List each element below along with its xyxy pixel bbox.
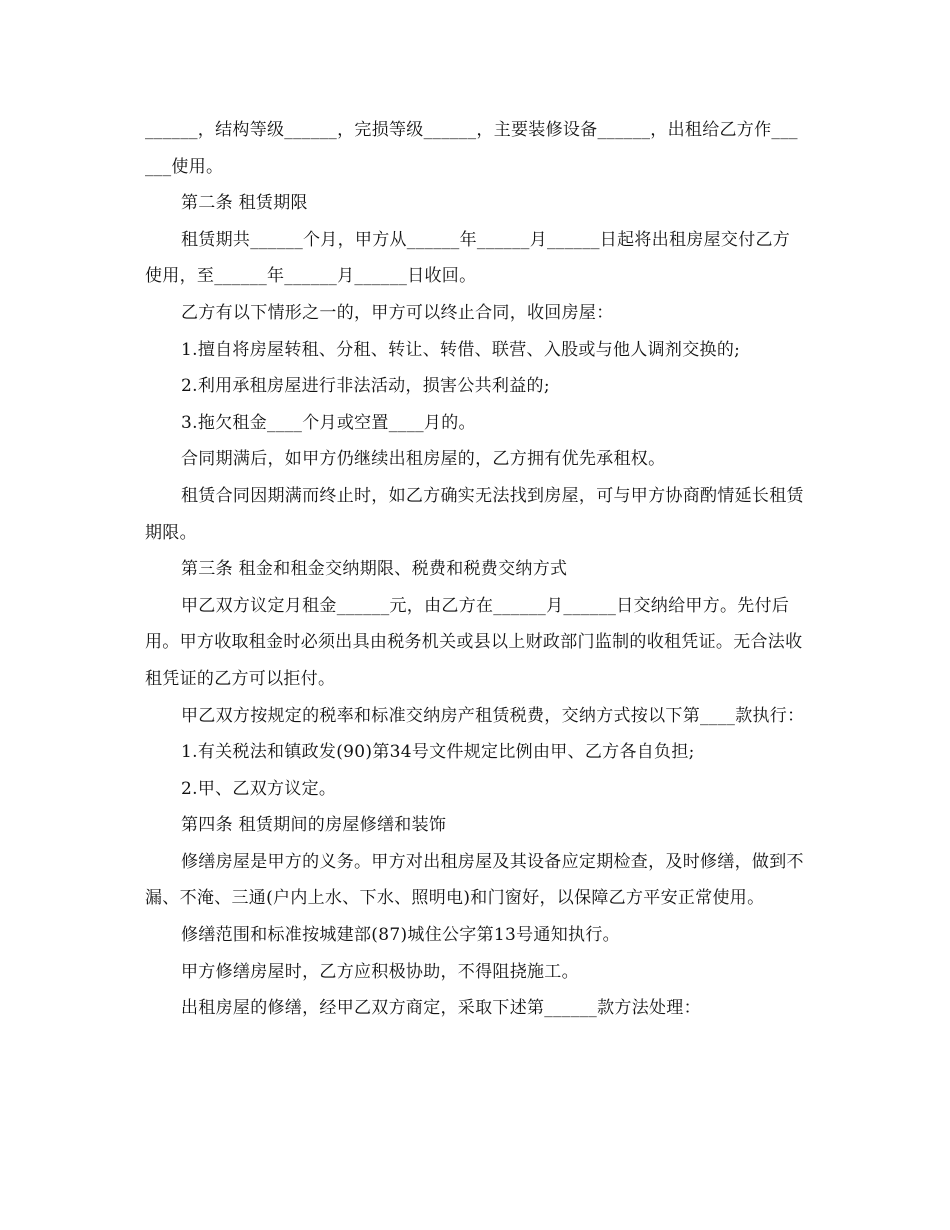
list-item-termination-3: 3.拖欠租金____个月或空置____月的。 [181,412,476,433]
paragraph-repair-method: 出租房屋的修缮，经甲乙双方商定，采取下述第______款方法处理： [181,998,701,1019]
list-item-termination-1: 1.擅自将房屋转租、分租、转让、转借、联营、入股或与他人调剂交换的; [181,339,741,360]
article-2-heading: 第二条 租赁期限 [181,193,308,214]
paragraph-termination-conditions: 乙方有以下情形之一的，甲方可以终止合同，收回房屋： [181,302,614,323]
article-3-heading: 第三条 租金和租金交纳期限、税费和税费交纳方式 [181,559,568,580]
paragraph-repair-duty: 修缮房屋是甲方的义务。甲方对出租房屋及其设备应定期检查，及时修缮，做到不漏、不淹、三通(户内上水、下水、照明电)和门窗好，以保障乙方平安正常使用。 [145,851,804,909]
list-item-tax-2: 2.甲、乙双方议定。 [181,778,337,799]
list-item-tax-1: 1.有关税法和镇政发(90)第34号文件规定比例由甲、乙方各自负担; [181,742,695,763]
paragraph-lease-extension: 租赁合同因期满而终止时，如乙方确实无法找到房屋，可与甲方协商酌情延长租赁期限。 [145,485,804,543]
paragraph-property-details: ______，结构等级______，完损等级______，主要装修设备______，出租给乙方作______使用。 [145,120,798,177]
document-body [145,112,805,1027]
paragraph-repair-cooperation: 甲方修缮房屋时，乙方应积极协助，不得阻挠施工。 [181,961,579,982]
paragraph-priority-right: 合同期满后，如甲方仍继续出租房屋的，乙方拥有优先承租权。 [181,449,666,470]
article-4-heading: 第四条 租赁期间的房屋修缮和装饰 [181,815,447,836]
paragraph-rent-payment: 甲乙双方议定月租金______元，由乙方在______月______日交纳给甲方。先付后用。甲方收取租金时必须出具由税务机关或县以上财政部门监制的收租凭证。无合法收租凭证的乙方可以拒付。 [145,595,803,689]
paragraph-lease-term: 租赁期共______个月，甲方从______年______月______日起将出租房屋交付乙方使用，至______年______月______日收回。 [145,229,791,287]
paragraph-repair-scope: 修缮范围和标准按城建部(87)城住公字第13号通知执行。 [181,925,620,946]
paragraph-tax-payment: 甲乙双方按规定的税率和标准交纳房产租赁税费，交纳方式按以下第____款执行： [181,705,805,726]
list-item-termination-2: 2.利用承租房屋进行非法活动，损害公共利益的; [181,376,550,397]
